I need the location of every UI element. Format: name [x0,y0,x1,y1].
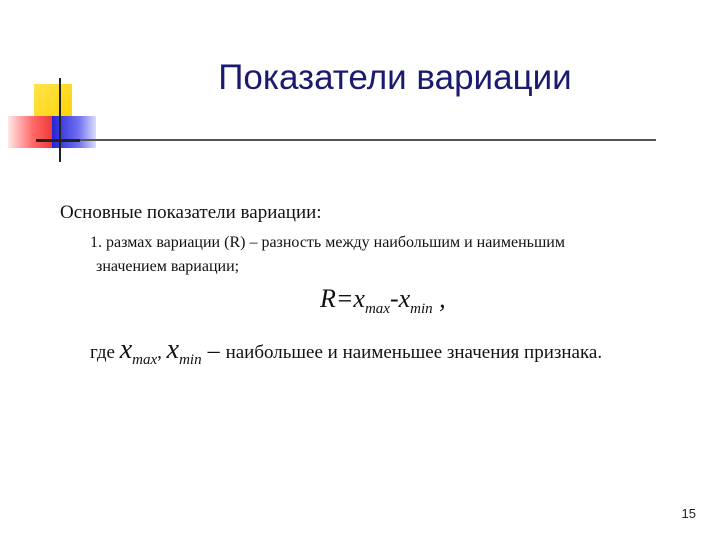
var-x-min-sub: min [179,352,202,368]
decorative-squares [0,0,140,170]
where-clause [90,334,602,369]
slide-title: Показатели вариации [218,58,572,97]
formula-trail: , [432,284,446,313]
title-underline-accent [36,139,80,142]
formula-sub-min: min [410,301,433,317]
where-sep: , [157,342,167,363]
vertical-rule [59,78,61,162]
title-underline [36,139,656,141]
formula-mid: -x [389,284,411,313]
where-prefix: где [90,342,120,363]
page-number: 15 [681,506,696,521]
formula-sub-max: max [364,301,390,317]
range-formula [320,284,446,318]
var-x-max-sub: max [132,352,158,368]
where-dash: – [201,338,226,364]
intro-text: Основные показатели вариации: [60,202,322,223]
item-1-line-2: значением вариации; [96,258,240,275]
var-x-min: x [166,334,180,365]
var-x-max: x [119,334,133,365]
red-square [8,116,52,148]
where-text: наибольшее и наименьшее значения признака. [225,342,603,363]
item-1-line-1: 1. размах вариации (R) – разность между наибольшим и наименьшим [90,234,565,251]
formula-lhs: R=x [320,284,365,313]
